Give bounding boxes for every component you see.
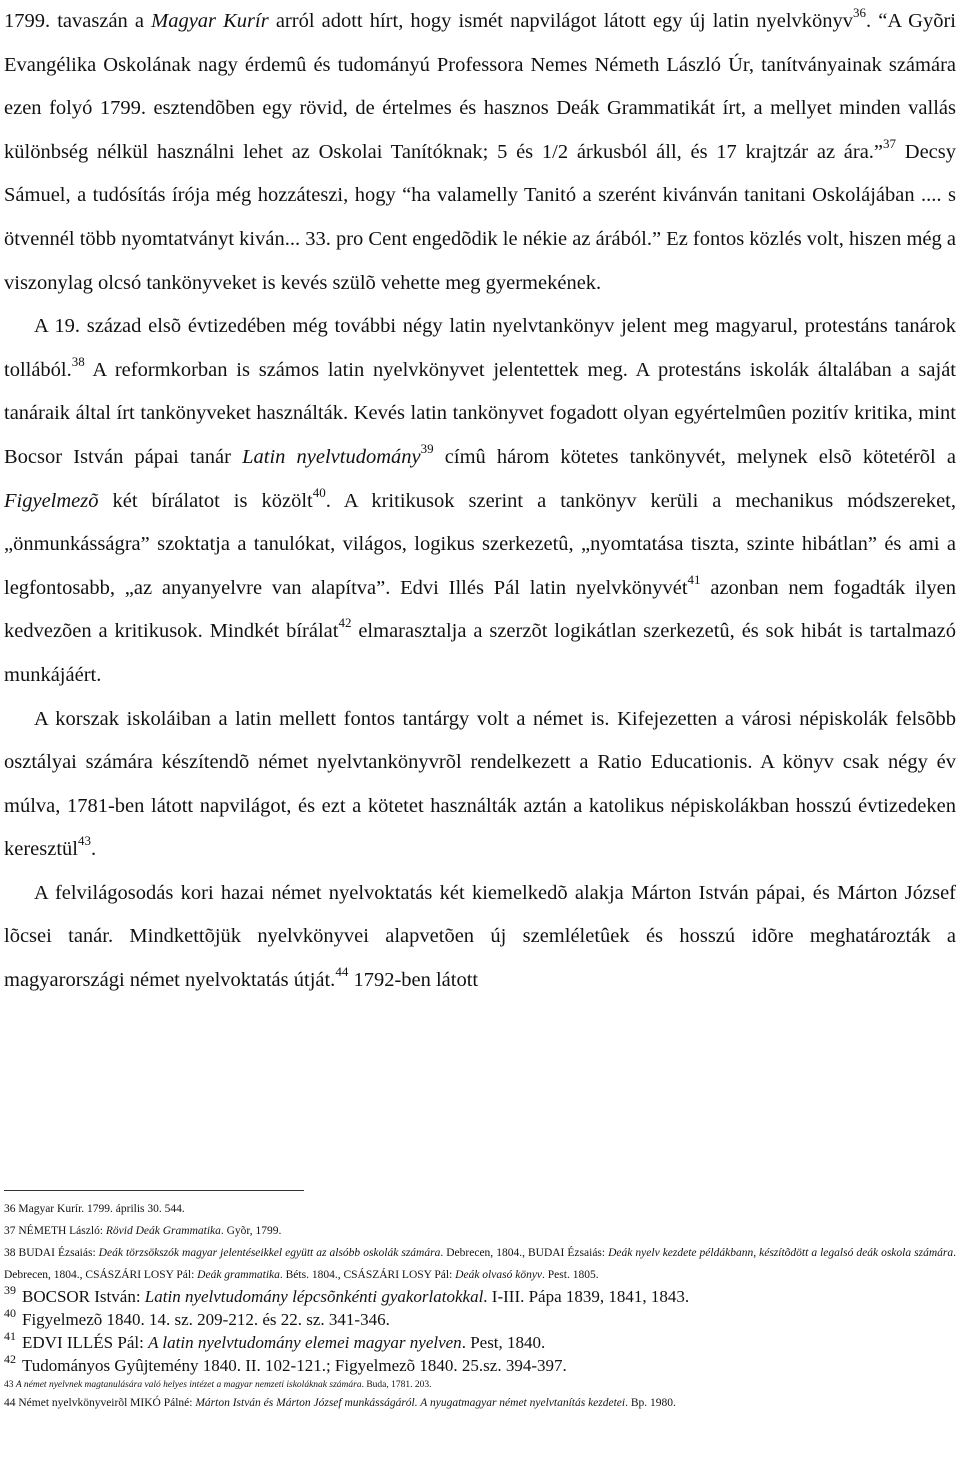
footnote-number: 38 [4, 1247, 16, 1259]
paragraph-3 [4, 698, 956, 872]
footnote-separator [4, 1190, 304, 1191]
footnote-ref-38[interactable]: 38 [71, 353, 85, 369]
footnote-39 [4, 1283, 956, 1309]
footnote-40 [4, 1306, 956, 1332]
footnote-text: . Debrecen, 1804., BUDAI Ézsaiás: [440, 1247, 609, 1259]
footnote-number: 42 [4, 1352, 16, 1366]
footnote-italic: Rövid Deák Grammatika [105, 1225, 221, 1237]
footnote-text: . Buda, 1781. 203. [361, 1380, 432, 1390]
text-span: . “A Gyõri Evangélika Oskolának nagy érdemû és tudományú Professora Nemes Németh László Úr, tanítványainak számára ezen folyó 1799. esztendõben egy rövid, de értelmes és hasznos Deák Grammatikát írt, a mellyet minden vallás különbség nélkül használni lehet az Oskolai Tanítóknak; 5 és 1/2 árkusból áll, és 17 krajtzár az ára.” [4, 10, 956, 163]
text-span: A 19. század elsõ évtizedében még további négy latin nyelvtankönyv jelent meg magyarul, protestáns tanárok tollából. [4, 315, 956, 381]
text-span: A korszak iskoláiban a latin mellett fontos tantárgy volt a német is. Kifejezetten a városi népiskolák felsõbb osztályai számára készítendõ német nyelvtankönyvrõl rendelkezett a Ratio Educationis. A könyv csak négy év múlva, 1781-ben látott napvilágot, és ezt a kötetet használták aztán a katolikus népiskolákban hosszú évtizedeken keresztül [4, 707, 956, 861]
text-span: 1799. tavaszán a [4, 10, 152, 32]
italic-title: Magyar Kurír [151, 10, 269, 32]
footnote-text: . Bp. 1980. [625, 1397, 676, 1409]
text-span: . A kritikusok szerint a tankönyv kerüli a mechanikus módszereket, „önmunkásságra” szoktatja a tanulókat, világos, logikus szerkezetû, „nyomtatása tiszta, szinte hibátlan” és ami a legfontosabb, „az anyanyelvre van alapítva”. Edvi Illés Pál latin nyelvkönyvét [4, 489, 956, 599]
footnote-text: Német nyelvkönyveirõl MIKÓ Pálné: [15, 1397, 196, 1409]
footnote-ref-42[interactable]: 42 [338, 615, 352, 631]
footnote-42 [4, 1352, 956, 1378]
footnote-text: Tudományos Gyûjtemény 1840. II. 102-121.; Figyelmezõ 1840. 25.sz. 394-397. [22, 1356, 567, 1375]
footnote-ref-44[interactable]: 44 [335, 964, 349, 980]
text-span: . [91, 838, 97, 861]
footnote-36 [4, 1198, 956, 1220]
footnote-44 [4, 1392, 956, 1414]
footnote-41 [4, 1329, 956, 1355]
text-span: két bírálatot is közölt [98, 489, 313, 512]
footnote-italic: A német nyelvnek magtanulására való helyes intézet a magyar nemzeti iskoláknak számára [15, 1380, 362, 1390]
footnote-ref-43[interactable]: 43 [78, 833, 91, 849]
footnote-text: Figyelmezõ 1840. 14. sz. 209-212. és 22. sz. 341-346. [22, 1310, 390, 1329]
text-span: címû három kötetes tankönyvét, melynek elsõ kötetérõl a [433, 445, 956, 468]
footnote-number: 44 [4, 1397, 16, 1409]
main-text [4, 0, 956, 1003]
paragraph-4 [4, 872, 956, 1003]
paragraph-1 [4, 0, 956, 305]
footnote-text: . Pest. 1805. [542, 1269, 599, 1281]
footnote-number: 43 [4, 1380, 14, 1390]
footnote-italic: Latin nyelvtudomány lépcsõnkénti gyakorlatokkal [144, 1287, 484, 1306]
footnote-text: NÉMETH László: [15, 1225, 106, 1237]
text-span: elmarasztalja a szerzõt logikátlan szerkezetû, és sok hibát is tartalmazó munkájáért. [4, 620, 957, 686]
paragraph-2 [4, 305, 956, 697]
italic-title: Figyelmezõ [4, 489, 99, 512]
footnote-italic: A latin nyelvtudomány elemei magyar nyelven [148, 1333, 462, 1352]
footnote-text: . Debrecen, 1804., CSÁSZÁRI LOSY Pál: [4, 1247, 956, 1281]
footnote-italic: Márton István és Márton József munkásságáról. A nyugatmagyar német nyelvtanítás kezdetei [195, 1397, 626, 1409]
text-span: 1792-ben látott [348, 969, 479, 992]
footnote-37 [4, 1220, 956, 1242]
footnote-ref-41[interactable]: 41 [687, 571, 701, 587]
text-span: A reformkorban is számos latin nyelvkönyvet jelentettek meg. A protestáns iskolák általában a saját tanáraik által írt tankönyveket használták. Kevés latin tankönyvet fogadott olyan egyértelmûen pozitív kritika, mint Bocsor István pápai tanár [4, 358, 956, 468]
footnote-text: EDVI ILLÉS Pál: [22, 1333, 149, 1352]
footnote-ref-39[interactable]: 39 [420, 441, 434, 457]
footnote-text: BUDAI Ézsaiás: [15, 1247, 99, 1259]
footnotes-section [4, 1198, 956, 1414]
footnote-number: 36 [4, 1203, 16, 1215]
footnote-italic: Deák nyelv kezdete példákbann, készítõdött a legalsó deák oskola számára [608, 1247, 954, 1259]
footnote-text: Magyar Kurír. 1799. április 30. 544. [15, 1203, 185, 1215]
footnote-italic: Deák olvasó könyv [455, 1269, 543, 1281]
footnote-number: 37 [4, 1225, 16, 1237]
footnote-number: 40 [4, 1306, 16, 1320]
footnote-ref-37[interactable]: 37 [883, 135, 897, 151]
footnote-number: 39 [4, 1283, 16, 1297]
footnote-ref-36[interactable]: 36 [853, 5, 867, 21]
footnote-43 [4, 1378, 956, 1392]
italic-title: Latin nyelvtudomány [242, 445, 421, 468]
footnote-text: . Gyõr, 1799. [220, 1225, 282, 1237]
footnote-number: 41 [4, 1329, 16, 1343]
text-span: azonban nem fogadták ilyen kedvezõen a kritikusok. Mindkét bírálat [4, 576, 956, 643]
text-span: Decsy Sámuel, a tudósítás írója még hozzáteszi, hogy “ha valamelly Tanitó a szerént kivánván tanitani Oskolájában .... s ötvennél több nyomtatványt kiván... 33. pro Cent engedõdik le nékie az árából.” Ez fontos közlés volt, hiszen még a viszonylag olcsó tankönyveket is kevés szülõ vehette meg gyermekének. [4, 140, 957, 294]
footnote-ref-40[interactable]: 40 [312, 484, 326, 500]
footnote-text: . Pest, 1840. [461, 1333, 546, 1352]
footnote-38 [4, 1242, 956, 1286]
footnote-text: . I-III. Pápa 1839, 1841, 1843. [483, 1287, 690, 1306]
footnote-italic: Deák törzsökszók magyar jelentéseikkel együtt az alsóbb oskolák számára [98, 1247, 441, 1259]
text-span: arról adott hírt, hogy ismét napvilágot látott egy új latin nyelvkönyv [268, 10, 854, 32]
footnote-text: . Béts. 1804., CSÁSZÁRI LOSY Pál: [279, 1269, 456, 1281]
footnote-italic: Deák grammatika [197, 1269, 280, 1281]
footnote-text: BOCSOR István: [22, 1287, 145, 1306]
text-span: A felvilágosodás kori hazai német nyelvoktatás két kiemelkedõ alakja Márton István pápai, és Márton József lõcsei tanár. Mindkettõjük nyelvkönyvei alapvetõen új szemléletûek és hosszú idõre meghatározták a magyarországi német nyelvoktatás útját. [4, 881, 956, 992]
